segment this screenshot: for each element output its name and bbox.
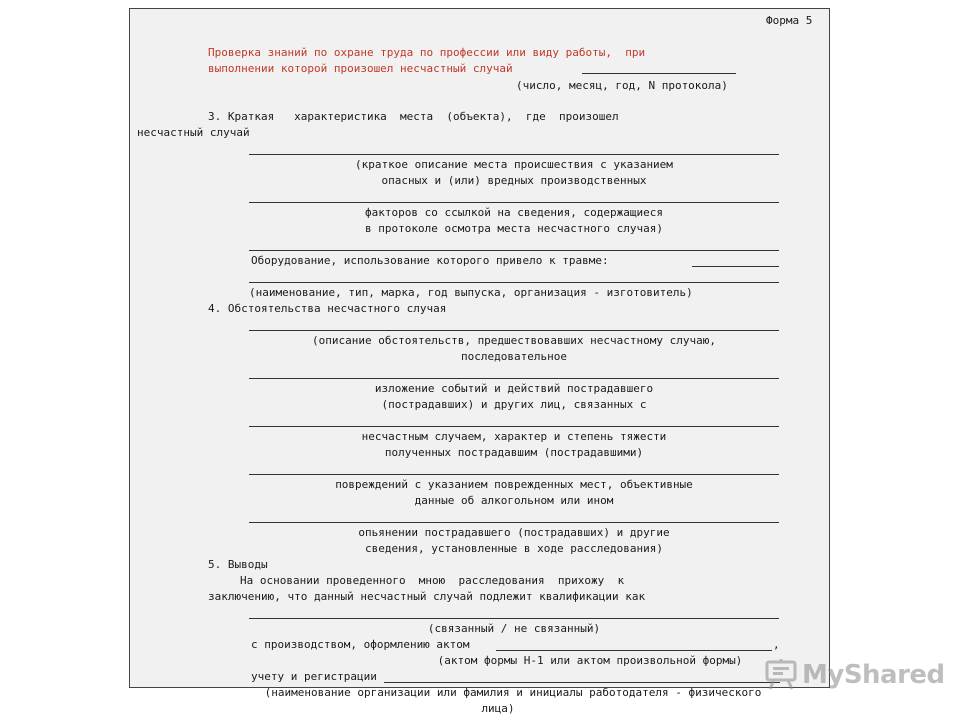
- registration-fill-line: [384, 682, 780, 683]
- fill-line: [249, 250, 779, 251]
- section5-hint-4: лица): [481, 702, 515, 715]
- section5-hint-2: (актом формы Н-1 или актом произвольной формы): [437, 654, 743, 667]
- section3-hint-3: факторов со ссылкой на сведения, содержащиеся: [364, 206, 663, 219]
- fill-line: [249, 202, 779, 203]
- section4-hint-4: (пострадавших) и других лиц, связанных с: [381, 398, 647, 411]
- section5-hint-1: (связанный / не связанный): [427, 622, 601, 635]
- comma: ,: [773, 638, 780, 651]
- presentation-board-icon: [764, 658, 798, 693]
- form-label: Форма 5: [766, 14, 813, 27]
- section5-line-2: заключению, что данный несчастный случай подлежит квалификации как: [208, 590, 646, 603]
- section4-hint-7: повреждений с указанием поврежденных мест, объективные: [335, 478, 693, 491]
- section4-hint-9: опьянении пострадавшего (пострадавших) и другие: [358, 526, 670, 539]
- section4-hint-2: последовательное: [461, 350, 567, 363]
- fill-line: [249, 330, 779, 331]
- section3-line-1: 3. Краткая характеристика места (объекта), где произошел: [208, 110, 619, 123]
- watermark: [764, 655, 945, 695]
- fill-line: [249, 154, 779, 155]
- fill-line: [249, 426, 779, 427]
- section4-hint-6: полученных пострадавшим (пострадавшими): [384, 446, 644, 459]
- fill-line: [249, 378, 779, 379]
- protocol-hint: (число, месяц, год, N протокола): [516, 79, 728, 92]
- act-fill-line: [496, 650, 772, 651]
- section4-title: 4. Обстоятельства несчастного случая: [208, 302, 447, 315]
- watermark-text: MyShared: [802, 660, 945, 690]
- section4-hint-10: сведения, установленные в ходе расследования): [364, 542, 663, 555]
- section5-hint-3: (наименование организации или фамилия и инициалы работодателя - физического: [264, 686, 762, 699]
- section3-hint-1: (краткое описание места происшествия с указанием: [355, 158, 673, 171]
- section5-line-1: На основании проведенного мною расследования прихожу к: [240, 574, 625, 587]
- fill-line: [249, 618, 779, 619]
- heading-line-2: выполнении которой произошел несчастный случай: [208, 62, 513, 75]
- fill-line: [249, 282, 779, 283]
- section3-hint-4: в протоколе осмотра места несчастного случая): [364, 222, 663, 235]
- section4-hint-8: данные об алкогольном или ином: [414, 494, 614, 507]
- section5-line-3: с производством, оформлению актом: [251, 638, 470, 651]
- section3-hint-2: опасных и (или) вредных производственных: [381, 174, 647, 187]
- fill-line: [249, 474, 779, 475]
- section4-hint-3: изложение событий и действий пострадавшего: [374, 382, 654, 395]
- protocol-fill-line: [582, 73, 736, 74]
- section3-equipment: Оборудование, использование которого привело к травме:: [251, 254, 609, 267]
- section4-hint-5: несчастным случаем, характер и степень тяжести: [361, 430, 667, 443]
- section3-equipment-hint: (наименование, тип, марка, год выпуска, организация - изготовитель): [249, 286, 693, 299]
- section5-title: 5. Выводы: [208, 558, 268, 571]
- fill-line: [249, 522, 779, 523]
- section4-hint-1: (описание обстоятельств, предшествовавших несчастному случаю,: [312, 334, 716, 347]
- section5-line-4: учету и регистрации: [251, 670, 377, 683]
- heading-line-1: Проверка знаний по охране труда по профессии или виду работы, при: [208, 46, 646, 59]
- section3-line-2: несчастный случай: [137, 126, 250, 139]
- equipment-fill-line: [692, 266, 779, 267]
